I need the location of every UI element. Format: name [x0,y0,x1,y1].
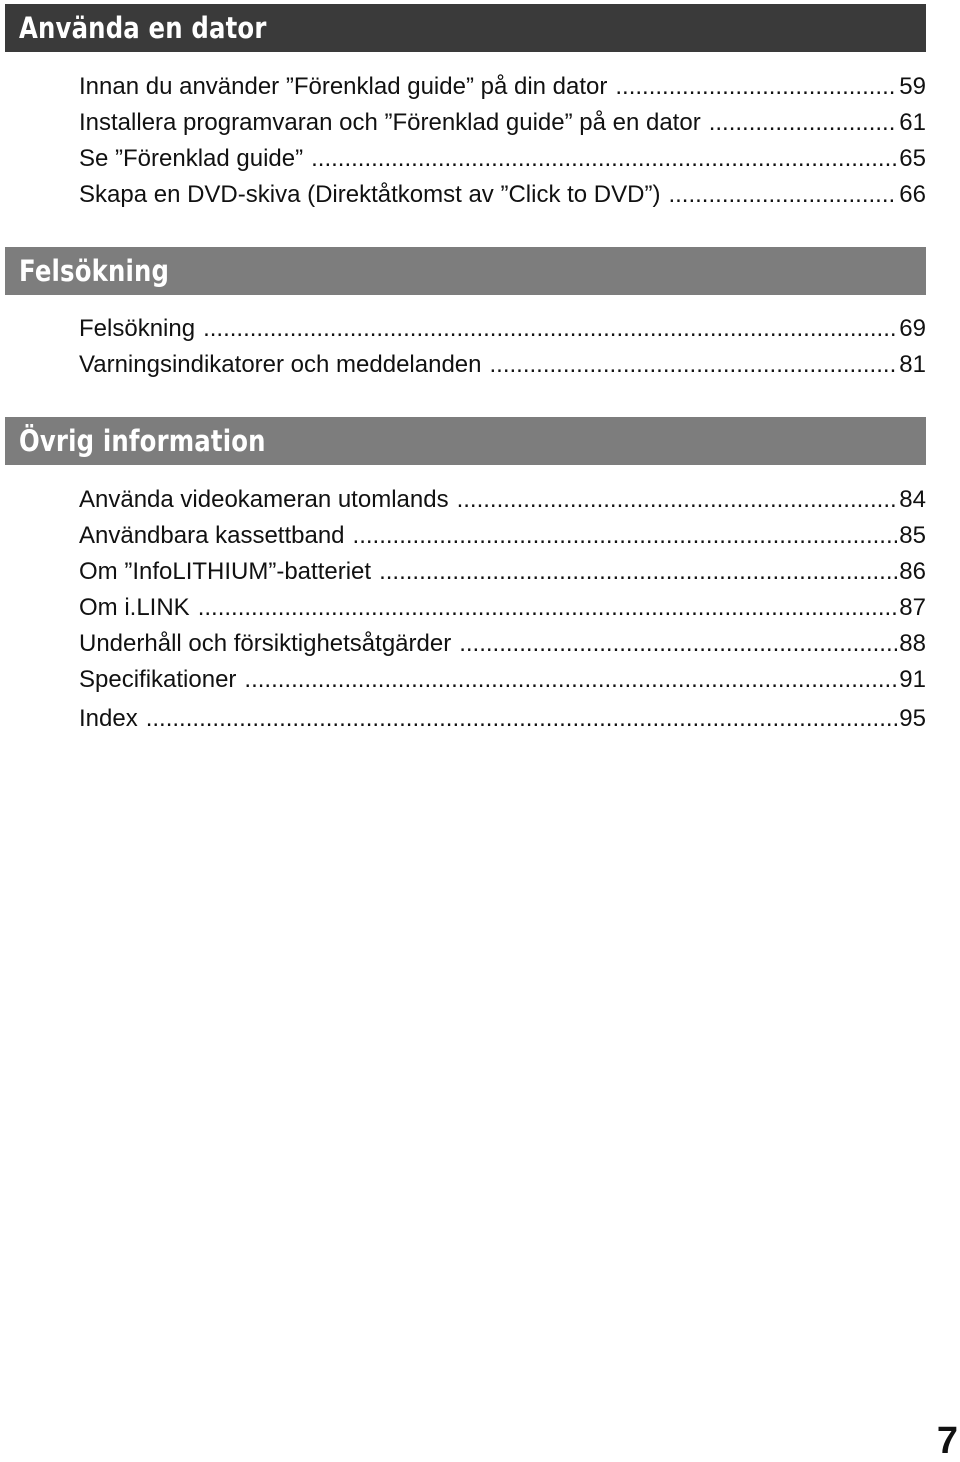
toc-entry[interactable] [79,518,926,554]
toc-entry-label: Om ”InfoLITHIUM”-batteriet [79,558,372,585]
toc-entry-label: Användbara kassettband [79,522,345,549]
section-heading-text: Övrig information [19,424,266,458]
toc-section-anvanda-en-dator [0,4,960,213]
dot-leader [198,590,898,626]
dot-leader [615,69,897,105]
toc-entry-label: Använda videokameran utomlands [79,486,449,513]
dot-leader [709,105,898,141]
toc-entry-page: 66 [899,181,926,208]
section-heading-text: Använda en dator [19,11,267,45]
toc-entry-page: 69 [899,315,926,342]
toc-entry-page: 59 [899,73,926,100]
toc-entry-label: Varningsindikatorer och meddelanden [79,351,482,378]
toc-entry-label: Index [79,705,138,732]
toc-entry-label: Om i.LINK [79,594,190,621]
toc-entry[interactable] [79,626,926,662]
toc-entry[interactable] [79,662,926,698]
dot-leader [379,554,897,590]
toc-entry-label: Specifikationer [79,666,237,693]
toc-entry-page: 87 [899,594,926,621]
dot-leader [244,662,897,698]
toc-entry[interactable] [79,554,926,590]
toc-entry[interactable] [79,177,926,213]
toc-entry-page: 95 [899,705,926,732]
section-heading [5,417,926,465]
dot-leader [353,518,898,554]
dot-leader [457,482,898,518]
dot-leader [203,311,897,347]
toc-entry-page: 91 [899,666,926,693]
toc-entry[interactable] [79,105,926,141]
toc-entry-page: 84 [899,486,926,513]
section-heading-text: Felsökning [19,254,170,288]
toc-entry-label: Underhåll och försiktighetsåtgärder [79,630,452,657]
toc-entry[interactable] [79,482,926,518]
page-number: 7 [936,1420,958,1462]
toc-section-felsokning [0,247,960,383]
toc-entry[interactable] [79,590,926,626]
section-heading [5,4,926,52]
toc-section-ovrig-information [0,417,960,737]
dot-leader [668,177,897,213]
toc-entry-label: Innan du använder ”Förenklad guide” på din dator [79,73,608,100]
dot-leader [146,701,898,737]
dot-leader [459,626,897,662]
toc-entry[interactable] [79,347,926,383]
toc-entry[interactable] [79,701,926,737]
toc-entry-page: 86 [899,558,926,585]
toc-entry-page: 81 [899,351,926,378]
toc-entry[interactable] [79,141,926,177]
toc-entry[interactable] [79,69,926,105]
toc-entry[interactable] [79,311,926,347]
toc-entry-label: Felsökning [79,315,196,342]
toc-entry-label: Se ”Förenklad guide” [79,145,304,172]
toc-entry-page: 65 [899,145,926,172]
dot-leader [489,347,897,383]
toc-entry-label: Skapa en DVD-skiva (Direktåtkomst av ”Click to DVD”) [79,181,661,208]
toc-entry-page: 88 [899,630,926,657]
toc-entry-page: 61 [899,109,926,136]
toc-entry-page: 85 [899,522,926,549]
toc-entry-label: Installera programvaran och ”Förenklad guide” på en dator [79,109,701,136]
dot-leader [311,141,897,177]
section-heading [5,247,926,295]
